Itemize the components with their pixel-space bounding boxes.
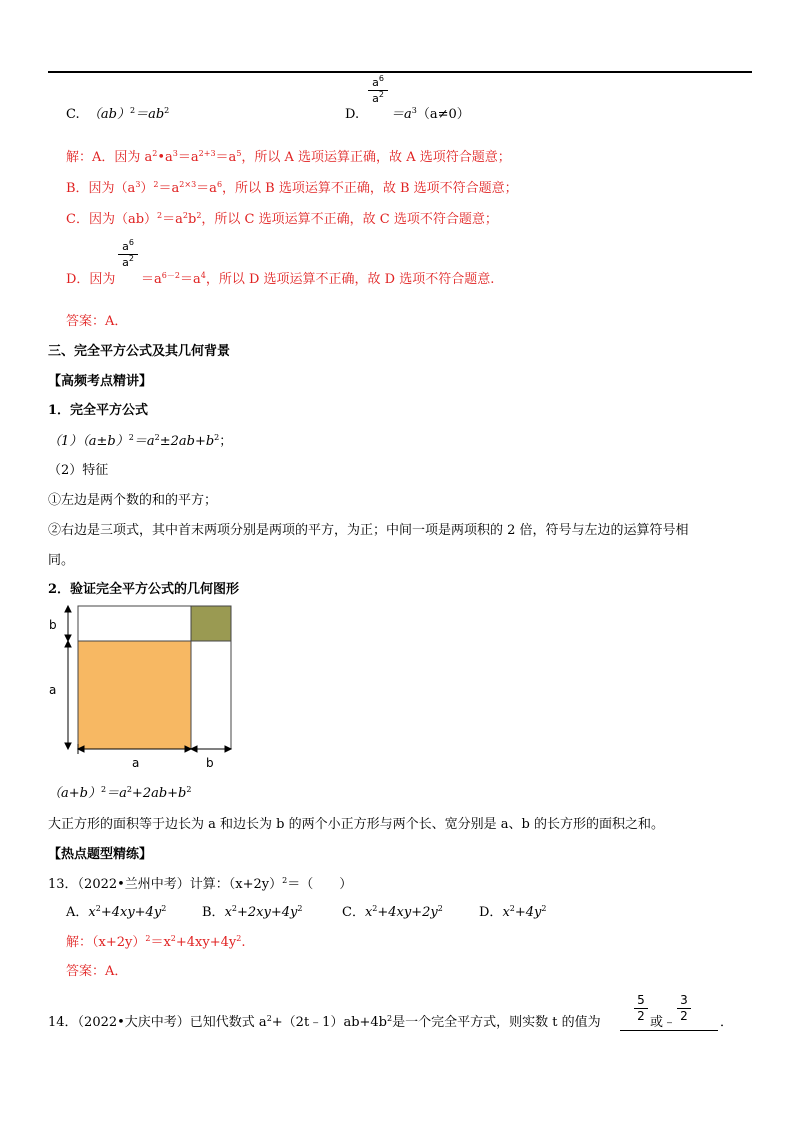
top-rule (48, 71, 752, 73)
option-d-label: D. (345, 107, 360, 122)
q14-fraction-2: 3 2 (677, 994, 691, 1023)
section-title: 三、完全平方公式及其几何背景 (48, 344, 231, 359)
label-b-left: b (49, 618, 57, 632)
area-formula: $(a+b)^2=a^2+2ab+b^2$ (48, 785, 192, 801)
q13-stem: 13．（2022•兰州中考）计算：$(x+2y)^2=$（ ） (48, 876, 353, 892)
feature-1: ①左边是两个数的和的平方； (48, 493, 218, 508)
solution-line-b: B．因为$(a^3)^2=a^{2\times 3}=a^6$，所以 B 选项运算不正确，故 B 选项不符合题意； (66, 180, 518, 196)
q13-option-b: B．$x^2+2xy+4y^2$ (202, 904, 303, 920)
option-d-rest: $=a^3(a\ne 0)$ (391, 106, 470, 122)
label-a-bottom: a (132, 756, 140, 770)
q13-answer: 答案：A． (66, 964, 128, 979)
solution-line-d-rest: $=a^{6-2}=a^4$，所以 D 选项运算不正确，故 D 选项不符合题意. (141, 271, 495, 287)
q14-end: ． (720, 1015, 734, 1030)
formula-line: $(1)(a\pm b)^2=a^2\pm 2ab+b^2$； (48, 433, 233, 449)
section-subtitle: 【高频考点精讲】 (48, 374, 153, 389)
square-a (78, 641, 191, 749)
heading-formula: 1．完全平方公式 (48, 403, 149, 418)
option-c: C. $(ab)^2=ab^2$ (66, 106, 170, 122)
label-b-bottom: b (206, 756, 214, 770)
label-a-left: a (49, 683, 57, 697)
square-b (191, 606, 231, 641)
feature-2-cont: 同。 (48, 553, 75, 568)
solution-d-fraction: $a^6$ $a^2$ (118, 240, 138, 269)
feature-2: ②右边是三项式，其中首末两项分别是两项的平方，为正；中间一项是两项积的 2 倍，符号与左边的运算符号相 (48, 523, 689, 538)
q13-option-a: A．$x^2+4xy+4y^2$ (66, 904, 167, 920)
q13-option-d: D．$x^2+4y^2$ (479, 904, 547, 920)
q14-or-text: 或﹣ (650, 1015, 677, 1030)
solution-line-c: C．因为$(ab)^2=a^2b^2$，所以 C 选项运算不正确，故 C 选项不符合题意； (66, 211, 498, 227)
solution-line-a: 解：A．因为 $a^2•a^3=a^{2+3}=a^5$，所以 A 选项运算正确，故 A 选项符合题意； (66, 149, 511, 165)
q14-stem: 14．（2022•大庆中考）已知代数式 $a^2+(2t﹣1)ab+4b^2$是一个完全平方式，则实数 t 的值为 (48, 1014, 601, 1030)
square-diagram (44, 604, 244, 774)
heading-geometry: 2．验证完全平方公式的几何图形 (48, 582, 240, 597)
q13-option-c: C．$x^2+4xy+2y^2$ (342, 904, 443, 920)
q13-solution: 解：$(x+2y)^2=x^2+4xy+4y^2$. (66, 934, 246, 950)
rect-right (191, 641, 231, 749)
practice-subtitle: 【热点题型精练】 (48, 847, 153, 862)
left-dimension-arrows (65, 606, 71, 749)
feature-heading: （2）特征 (48, 463, 109, 478)
rect-top (78, 606, 191, 641)
area-explanation: 大正方形的面积等于边长为 a 和边长为 b 的两个小正方形与两个长、宽分别是 a、b 的长方形的面积之和。 (48, 817, 664, 832)
q14-fraction-1: 5 2 (634, 994, 648, 1023)
solution-line-d-lead: D．因为 (66, 272, 116, 287)
option-d-fraction: $a^6$ $a^2$ (368, 76, 388, 105)
solution-answer: 答案：A． (66, 314, 128, 329)
